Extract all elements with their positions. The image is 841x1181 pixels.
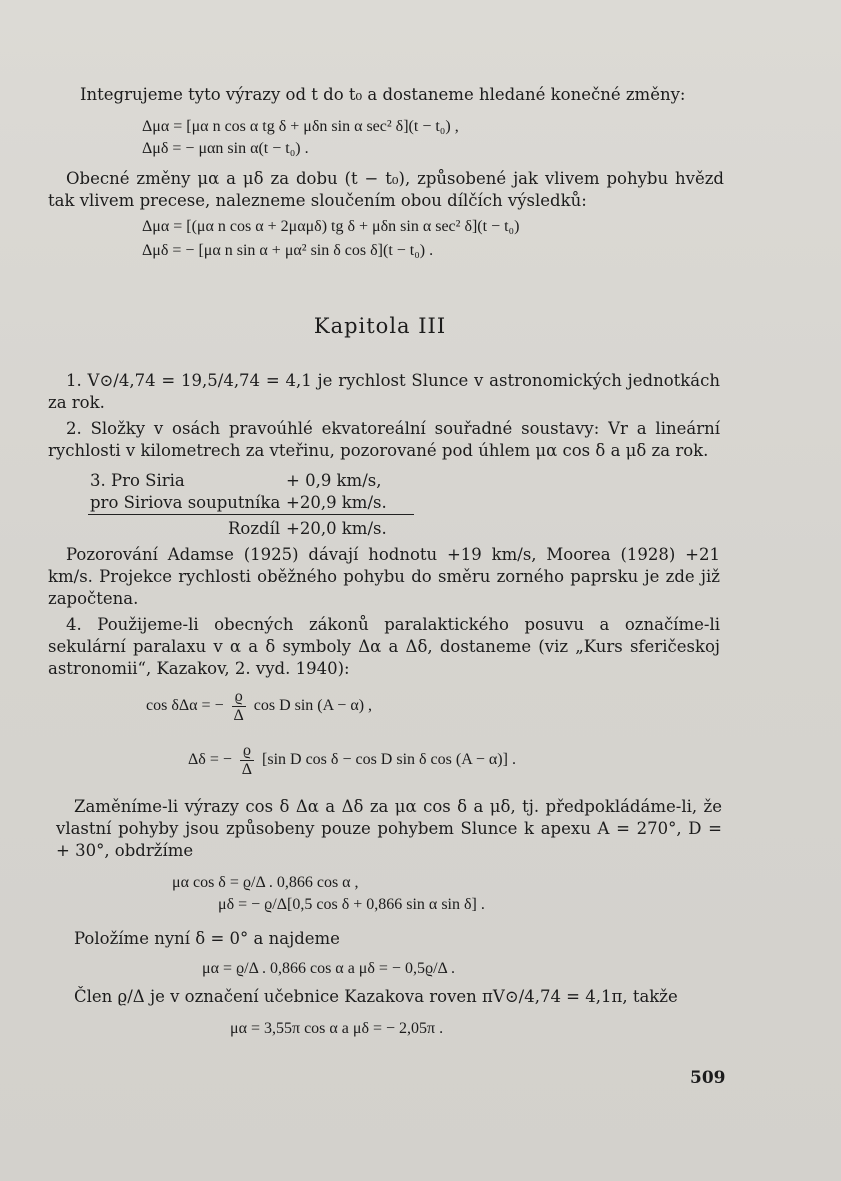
equation-delta-delta (188, 742, 516, 779)
equation-cos-delta-alpha (146, 688, 372, 725)
equation-delta-zero-result: μα = ϱ/Δ . 0,866 cos α a μδ = − 0,5ϱ/Δ . (202, 960, 455, 977)
paragraph-substitution: Zaměníme-li výrazy cos δ Δα a Δδ za μα cos δ a μδ, tj. předpokládáme-li, že vlastní pohyby jsou způsobeny pouze pohybem Slunce k apexu A = 270°, D = + 30°, obdržíme (56, 797, 722, 860)
eq4-left: Δδ = − (188, 751, 232, 769)
paragraph-observations: Pozorování Adamse (1925) dávají hodnotu +19 km/s, Moorea (1928) +21 km/s. Projekce rychlosti oběžného pohybu do směru zorného paprsku je zde již započtena. (48, 545, 720, 608)
eq3-right: cos D sin (A − α) , (253, 697, 373, 715)
item-2: 2. Složky v osách pravoúhlé ekvatoreální souřadné soustavy: Vr a lineární rychlosti v kilometrech za vteřinu, pozorované pod úhlem μα cos δ a μδ za rok. (48, 419, 720, 460)
intro-line: Integrujeme tyto výrazy od t do t₀ a dostaneme hledané konečné změny: (80, 85, 686, 104)
chapter-title: Kapitola III (313, 314, 447, 338)
row-label: 3. Pro Siria (90, 471, 185, 490)
fraction (240, 742, 254, 779)
sum-rule (88, 514, 414, 515)
item-4: 4. Použijeme-li obecných zákonů paralaktického posuvu a označíme-li sekulární paralaxu v α a δ symboly Δα a Δδ, dostaneme (viz „Kurs sferičeskoj astronomii“, Kazakov, 2. vyd. 1940): (48, 615, 720, 678)
equation-delta-mu-delta: Δμδ = − μαn sin α(t − t₀) . (142, 140, 309, 157)
row-value: + 0,9 km/s, (286, 471, 382, 490)
equation-mu-delta: μδ = − ϱ/Δ[0,5 cos δ + 0,866 sin α sin δ] . (218, 896, 485, 913)
row-label: pro Siriova souputníka (90, 493, 281, 512)
page-number: 509 (690, 1068, 726, 1088)
eq4-right: [sin D cos δ − cos D sin δ cos (A − α)] . (262, 751, 516, 769)
paragraph-set-delta-zero: Položíme nyní δ = 0° a najdeme (74, 929, 340, 948)
paragraph-general-changes: Obecné změny μα a μδ za dobu (t − t₀), způsobené jak vlivem pohybu hvězd tak vlivem precese, nalezneme sloučením obou dílčích výsledků: (48, 169, 724, 210)
fraction-numerator: ϱ (232, 688, 246, 707)
equation-mu-alpha-cos-delta: μα cos δ = ϱ/Δ . 0,866 cos α , (172, 874, 359, 891)
fraction (232, 688, 246, 725)
paragraph-kazakov: Člen ϱ/Δ je v označení učebnice Kazakova roven πV⊙/4,74 = 4,1π, takže (74, 987, 678, 1006)
fraction-numerator: ϱ (240, 742, 254, 761)
eq3-left: cos δΔα = − (146, 697, 224, 715)
equation-total-delta-mu-alpha: Δμα = [(μα n cos α + 2μαμδ) tg δ + μδn sin α sec² δ](t − t₀) (142, 218, 520, 235)
row-value: +20,0 km/s. (286, 519, 387, 538)
equation-delta-mu-alpha: Δμα = [μα n cos α tg δ + μδn sin α sec² δ](t − t₀) , (142, 118, 459, 135)
equation-final: μα = 3,55π cos α a μδ = − 2,05π . (230, 1020, 444, 1037)
fraction-denominator: Δ (241, 761, 253, 778)
item-1: 1. V⊙/4,74 = 19,5/4,74 = 4,1 je rychlost Slunce v astronomických jednotkách za rok. (48, 371, 720, 412)
row-label: Rozdíl (228, 519, 281, 538)
fraction-denominator: Δ (233, 707, 244, 724)
equation-total-delta-mu-delta: Δμδ = − [μα n sin α + μα² sin δ cos δ](t − t₀) . (142, 242, 434, 259)
row-value: +20,9 km/s. (286, 493, 387, 512)
